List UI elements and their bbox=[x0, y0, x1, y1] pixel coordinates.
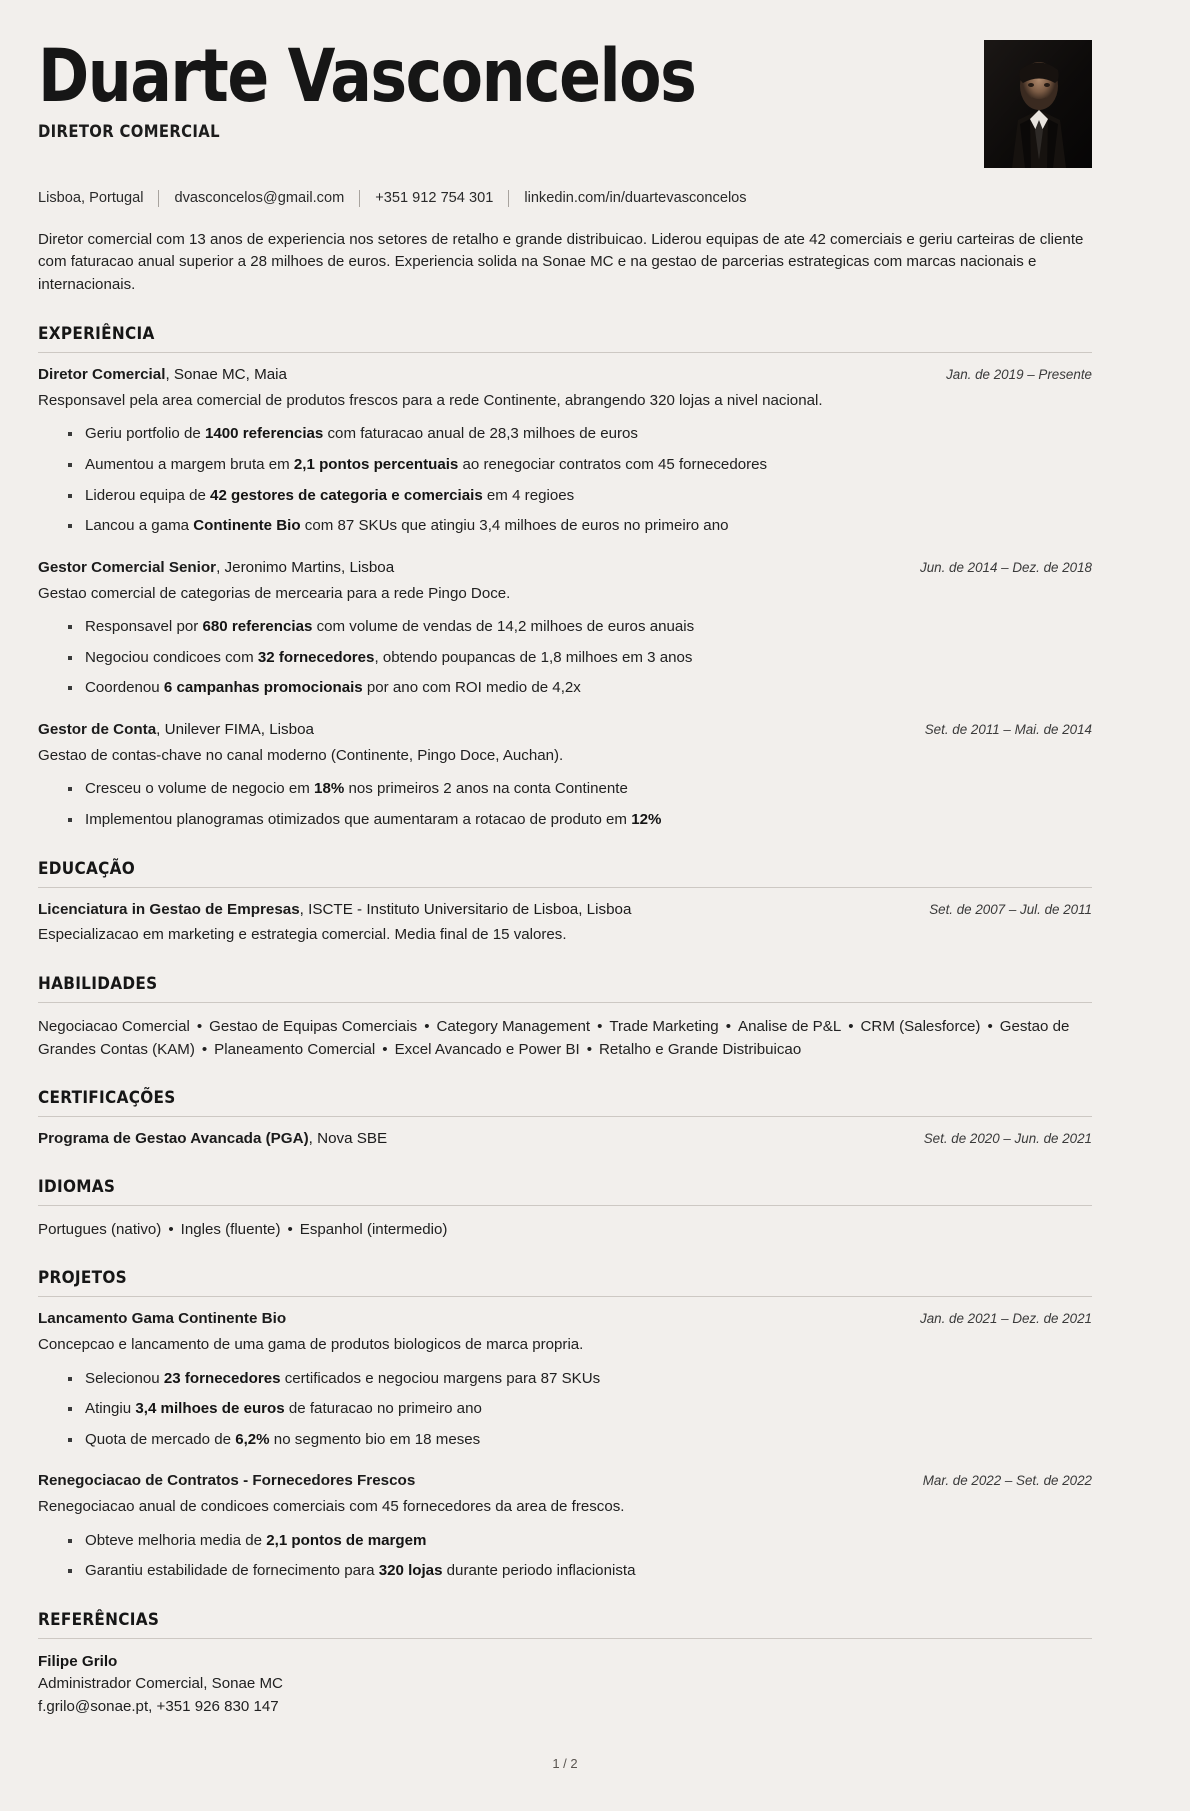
achievement-list bbox=[38, 778, 1092, 831]
section-heading-education: EDUCAÇÃO bbox=[38, 858, 136, 879]
resume-header bbox=[38, 34, 1092, 162]
skill-item: Planeamento Comercial bbox=[214, 1041, 376, 1059]
contact-location: Lisboa, Portugal bbox=[38, 190, 144, 206]
achievement-list bbox=[38, 1368, 1092, 1452]
project-entry bbox=[38, 1309, 1092, 1451]
certification-entry-list bbox=[38, 1129, 1092, 1150]
reference-role: Administrador Comercial, Sonae MC bbox=[38, 1674, 283, 1692]
project-title: Renegociacao de Contratos - Fornecedores Frescos bbox=[38, 1472, 416, 1490]
education-entry-list bbox=[38, 900, 1092, 947]
experience-entry bbox=[38, 720, 1092, 831]
job-title: Diretor Comercial, Sonae MC, Maia bbox=[38, 366, 288, 384]
achievement-list bbox=[38, 1530, 1092, 1583]
education-description: Especializacao em marketing e estrategia comercial. Media final de 15 valores. bbox=[38, 926, 567, 944]
contact-bar bbox=[38, 190, 1092, 208]
list-separator-dot: • bbox=[586, 1041, 593, 1059]
skill-item: Retalho e Grande Distribuicao bbox=[599, 1041, 802, 1059]
job-title-subtitle: DIRETOR COMERCIAL bbox=[38, 122, 220, 142]
list-separator-dot: • bbox=[848, 1017, 854, 1035]
section-heading-certifications: CERTIFICAÇÕES bbox=[38, 1088, 176, 1109]
achievement-item: Cresceu o volume de negocio em 18% nos primeiros 2 anos na conta Continente bbox=[68, 778, 1092, 801]
achievement-item: Geriu portfolio de 1400 referencias com faturacao anual de 28,3 milhoes de euros bbox=[68, 423, 1092, 446]
entry-date: Set. de 2011 – Mai. de 2014 bbox=[924, 722, 1092, 738]
entry-header bbox=[38, 900, 1092, 921]
skill-item: Trade Marketing bbox=[609, 1017, 719, 1035]
achievement-item: Implementou planogramas otimizados que aumentaram a rotacao de produto em 12% bbox=[68, 809, 1092, 832]
section-heading-skills: HABILIDADES bbox=[38, 973, 158, 994]
languages-inline-list bbox=[38, 1218, 1092, 1241]
section-skills bbox=[38, 974, 1092, 1062]
reference-entry bbox=[38, 1651, 1092, 1718]
achievement-item: Selecionou 23 fornecedores certificados e negociou margens para 87 SKUs bbox=[68, 1368, 1092, 1391]
education-entry bbox=[38, 900, 1092, 947]
achievement-item: Atingiu 3,4 milhoes de euros de faturacao no primeiro ano bbox=[68, 1398, 1092, 1421]
section-projects bbox=[38, 1268, 1092, 1583]
certification-title: Programa de Gestao Avancada (PGA), Nova SBE bbox=[38, 1130, 388, 1148]
section-divider bbox=[38, 1205, 1092, 1206]
section-divider bbox=[38, 1002, 1092, 1003]
avatar bbox=[984, 40, 1092, 168]
project-title: Lancamento Gama Continente Bio bbox=[38, 1310, 287, 1328]
entry-header bbox=[38, 1309, 1092, 1330]
portrait-photo-icon bbox=[984, 40, 1092, 168]
entry-header bbox=[38, 1471, 1092, 1492]
skill-item: Gestao de Equipas Comerciais bbox=[209, 1017, 418, 1035]
section-heading-languages: IDIOMAS bbox=[38, 1177, 116, 1197]
job-title: Gestor de Conta, Unilever FIMA, Lisboa bbox=[38, 721, 314, 739]
entry-date: Set. de 2020 – Jun. de 2021 bbox=[923, 1131, 1092, 1147]
achievement-item: Garantiu estabilidade de fornecimento para 320 lojas durante periodo inflacionista bbox=[68, 1560, 1092, 1583]
language-item: Ingles (fluente) bbox=[180, 1221, 281, 1238]
list-separator-dot: • bbox=[987, 1017, 993, 1035]
entry-date: Mar. de 2022 – Set. de 2022 bbox=[922, 1473, 1092, 1489]
entry-header bbox=[38, 365, 1092, 386]
achievement-item: Negociou condicoes com 32 fornecedores, obtendo poupancas de 1,8 milhoes em 3 anos bbox=[68, 647, 1092, 670]
section-heading-references: REFERÊNCIAS bbox=[38, 1609, 160, 1630]
skill-item: Excel Avancado e Power BI bbox=[394, 1041, 580, 1059]
entry-date: Set. de 2007 – Jul. de 2011 bbox=[929, 901, 1092, 917]
page-number: 1 / 2 bbox=[552, 1756, 578, 1772]
achievement-item: Liderou equipa de 42 gestores de categoria e comerciais em 4 regioes bbox=[68, 485, 1092, 508]
experience-entry-list bbox=[38, 365, 1092, 831]
job-title: Gestor Comercial Senior, Jeronimo Martins, Lisboa bbox=[38, 559, 395, 577]
achievement-item: Quota de mercado de 6,2% no segmento bio em 18 meses bbox=[68, 1429, 1092, 1452]
section-divider bbox=[38, 1638, 1092, 1639]
section-references bbox=[38, 1610, 1092, 1718]
skill-item: Negociacao Comercial bbox=[38, 1017, 190, 1035]
list-separator-dot: • bbox=[201, 1041, 208, 1059]
experience-entry bbox=[38, 365, 1092, 538]
contact-linkedin[interactable]: linkedin.com/in/duartevasconcelos bbox=[524, 190, 747, 206]
section-divider bbox=[38, 352, 1092, 353]
section-heading-experience: EXPERIÊNCIA bbox=[38, 324, 155, 345]
contact-phone[interactable]: +351 912 754 301 bbox=[375, 190, 494, 206]
language-item: Espanhol (intermedio) bbox=[299, 1221, 448, 1238]
certification-entry bbox=[38, 1129, 1092, 1150]
page-title: Duarte Vasconcelos bbox=[38, 34, 696, 119]
list-separator-dot: • bbox=[382, 1041, 388, 1059]
achievement-item: Responsavel por 680 referencias com volume de vendas de 14,2 milhoes de euros anuais bbox=[68, 616, 1092, 639]
section-certifications bbox=[38, 1088, 1092, 1150]
project-description: Renegociacao anual de condicoes comerciais com 45 fornecedores da area de frescos. bbox=[38, 1497, 625, 1515]
list-separator-dot: • bbox=[424, 1017, 430, 1035]
project-description: Concepcao e lancamento de uma gama de produtos biologicos de marca propria. bbox=[38, 1335, 584, 1353]
skill-item: Gestao de Grandes Contas (KAM) bbox=[38, 1017, 1070, 1059]
section-divider bbox=[38, 1116, 1092, 1117]
list-separator-dot: • bbox=[196, 1017, 203, 1035]
experience-entry bbox=[38, 558, 1092, 700]
job-description: Gestao comercial de categorias de mercearia para a rede Pingo Doce. bbox=[38, 584, 511, 602]
list-separator-dot: • bbox=[597, 1017, 603, 1035]
contact-divider bbox=[158, 190, 159, 207]
entry-header bbox=[38, 558, 1092, 579]
achievement-item: Lancou a gama Continente Bio com 87 SKUs que atingiu 3,4 milhoes de euros no primeiro ano bbox=[68, 515, 1092, 538]
contact-divider bbox=[359, 190, 360, 207]
language-item: Portugues (nativo) bbox=[38, 1221, 162, 1238]
reference-entry-list bbox=[38, 1651, 1092, 1718]
section-experience bbox=[38, 324, 1092, 831]
entry-date: Jun. de 2014 – Dez. de 2018 bbox=[920, 560, 1092, 576]
section-languages bbox=[38, 1177, 1092, 1241]
list-separator-dot: • bbox=[287, 1221, 293, 1238]
project-entry bbox=[38, 1471, 1092, 1582]
achievement-item: Aumentou a margem bruta em 2,1 pontos percentuais ao renegociar contratos com 45 fornecedores bbox=[68, 454, 1092, 477]
skill-item: Category Management bbox=[436, 1017, 591, 1035]
skills-inline-list bbox=[38, 1015, 1092, 1062]
achievement-list bbox=[38, 616, 1092, 700]
list-separator-dot: • bbox=[168, 1221, 174, 1238]
degree-title: Licenciatura in Gestao de Empresas, ISCTE - Instituto Universitario de Lisboa, Lisboa bbox=[38, 900, 632, 918]
entry-header bbox=[38, 720, 1092, 741]
job-description: Responsavel pela area comercial de produtos frescos para a rede Continente, abrangendo 320 lojas a nivel nacional. bbox=[38, 391, 823, 409]
reference-name: Filipe Grilo bbox=[38, 1652, 118, 1670]
achievement-item: Coordenou 6 campanhas promocionais por ano com ROI medio de 4,2x bbox=[68, 677, 1092, 700]
entry-date: Jan. de 2021 – Dez. de 2021 bbox=[920, 1311, 1092, 1327]
professional-summary: Diretor comercial com 13 anos de experiencia nos setores de retalho e grande distribuicao. Liderou equipas de ate 42 comerciais e geriu carteiras de cliente com faturacao anual superior a 28 milhoes de euros. Experiencia solida na Sonae MC e na gestao de parcerias estrategicas com marcas nacionais e internacionais. bbox=[38, 230, 1084, 294]
entry-header bbox=[38, 1129, 1092, 1150]
skill-item: CRM (Salesforce) bbox=[860, 1017, 981, 1035]
project-entry-list bbox=[38, 1309, 1092, 1583]
achievement-list bbox=[38, 423, 1092, 538]
achievement-item: Obteve melhoria media de 2,1 pontos de margem bbox=[68, 1530, 1092, 1553]
reference-contact: f.grilo@sonae.pt, +351 926 830 147 bbox=[38, 1697, 279, 1715]
entry-date: Jan. de 2019 – Presente bbox=[946, 367, 1092, 383]
section-heading-projects: PROJETOS bbox=[38, 1268, 127, 1289]
section-divider bbox=[38, 1296, 1092, 1297]
contact-email[interactable]: dvasconcelos@gmail.com bbox=[174, 190, 345, 206]
job-description: Gestao de contas-chave no canal moderno (Continente, Pingo Doce, Auchan). bbox=[38, 746, 564, 764]
contact-divider bbox=[508, 190, 509, 207]
section-education bbox=[38, 859, 1092, 947]
section-divider bbox=[38, 887, 1092, 888]
list-separator-dot: • bbox=[725, 1017, 731, 1035]
skill-item: Analise de P&L bbox=[738, 1017, 842, 1035]
